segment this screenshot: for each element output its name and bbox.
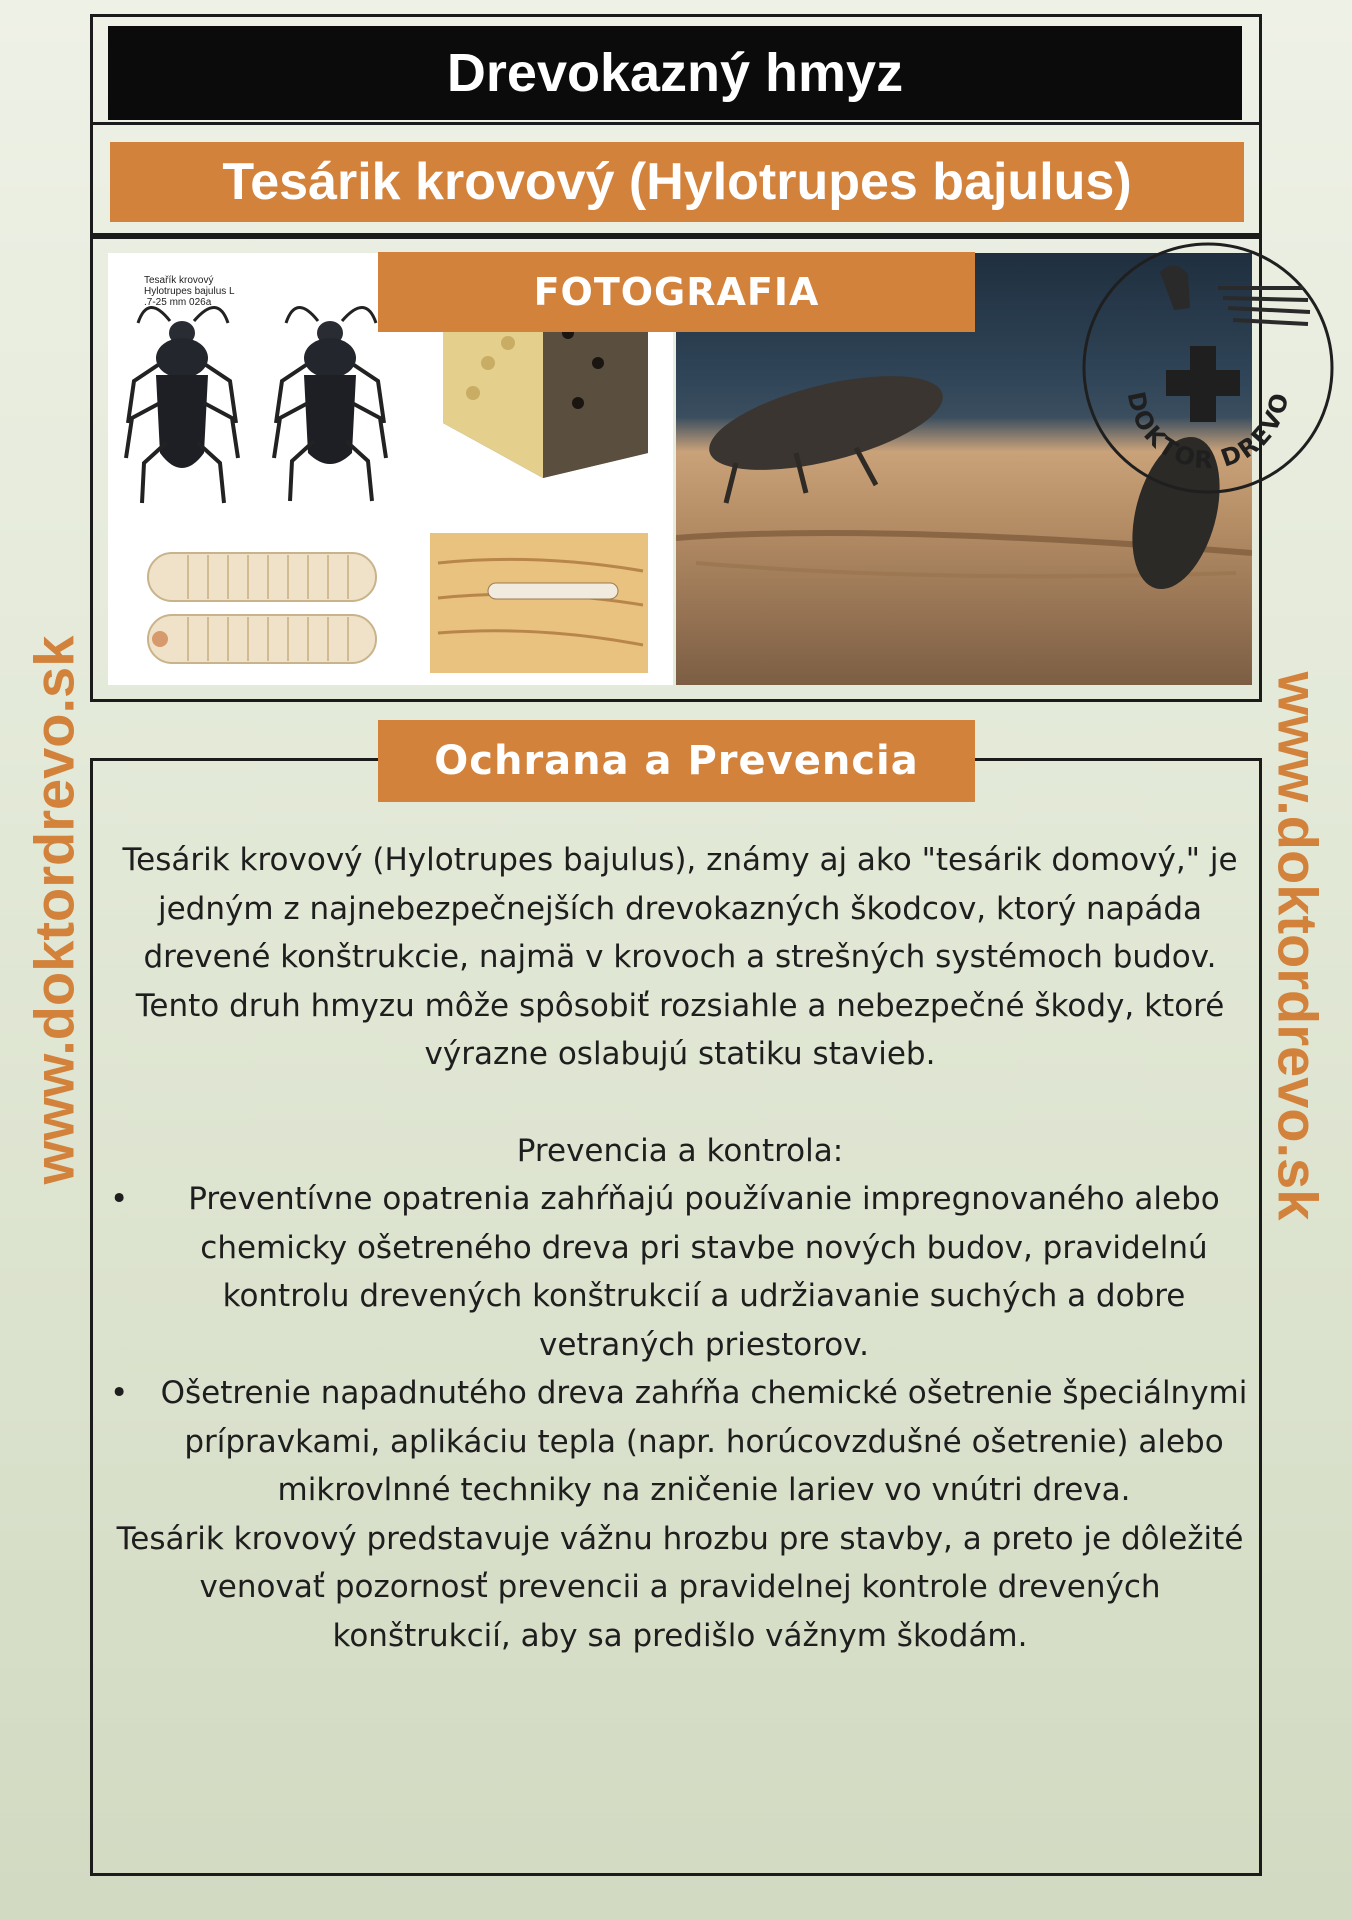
beetle-drawing <box>274 307 386 501</box>
stamp-logo-icon <box>1078 238 1338 498</box>
svg-text:DOKTOR DREVO: DOKTOR DREVO <box>1121 389 1295 475</box>
subtitle-bar <box>110 142 1244 222</box>
beetle-drawing <box>126 307 238 503</box>
doktor-drevo-stamp <box>1078 238 1338 498</box>
wood-section-drawing <box>430 533 648 673</box>
illustration-caption: Tesařík krovový Hylotrupes bajulus L .7-25 mm 026a <box>144 275 235 308</box>
page-title: Drevokazný hmyz <box>446 43 904 103</box>
list-item: • Preventívne opatrenia zahŕňajú používanie impregnovaného alebo chemicky ošetreného dreva pri stavbe nových budov, pravidelnú kontrolu drevených konštrukcií a udržiavanie suchých a dobre vetraných priestorov. <box>110 1175 1250 1369</box>
prevention-list <box>110 1175 1250 1515</box>
prevention-heading: Prevencia a kontrola: <box>516 1132 844 1169</box>
photo-section-label: FOTOGRAFIA <box>378 252 975 332</box>
conclusion-paragraph: Tesárik krovový predstavuje vážnu hrozbu pre stavby, a preto je dôležité venovať pozornosť prevencii a pravidelnej kontrole drevených konštrukcií, aby sa predišlo vážnym škodám. <box>116 1520 1244 1654</box>
info-section-label: Ochrana a Prevencia <box>378 720 975 802</box>
header-divider <box>90 122 1262 125</box>
side-url-right[interactable]: www.doktordrevo.sk <box>1266 671 1330 1221</box>
intro-paragraph: Tesárik krovový (Hylotrupes bajulus), známy aj ako "tesárik domový," je jedným z najnebezpečnejších drevokazných škodcov, ktorý napáda drevené konštrukcie, najmä v krovoch a strešných systémoch budov. Tento druh hmyzu môže spôsobiť rozsiahle a nebezpečné škody, ktoré výrazne oslabujú statiku stavieb. <box>122 842 1238 1072</box>
list-item: • Ošetrenie napadnutého dreva zahŕňa chemické ošetrenie špeciálnymi prípravkami, aplikáciu tepla (napr. horúcovzdušné ošetrenie) alebo mikrovlnné techniky na zničenie lariev vo vnútri dreva. <box>110 1369 1250 1515</box>
info-content <box>110 836 1250 1660</box>
larva-drawing <box>148 553 376 663</box>
title-bar <box>108 26 1242 120</box>
page-subtitle: Tesárik krovový (Hylotrupes bajulus) <box>222 153 1132 211</box>
side-url-left[interactable]: www.doktordrevo.sk <box>22 635 86 1185</box>
